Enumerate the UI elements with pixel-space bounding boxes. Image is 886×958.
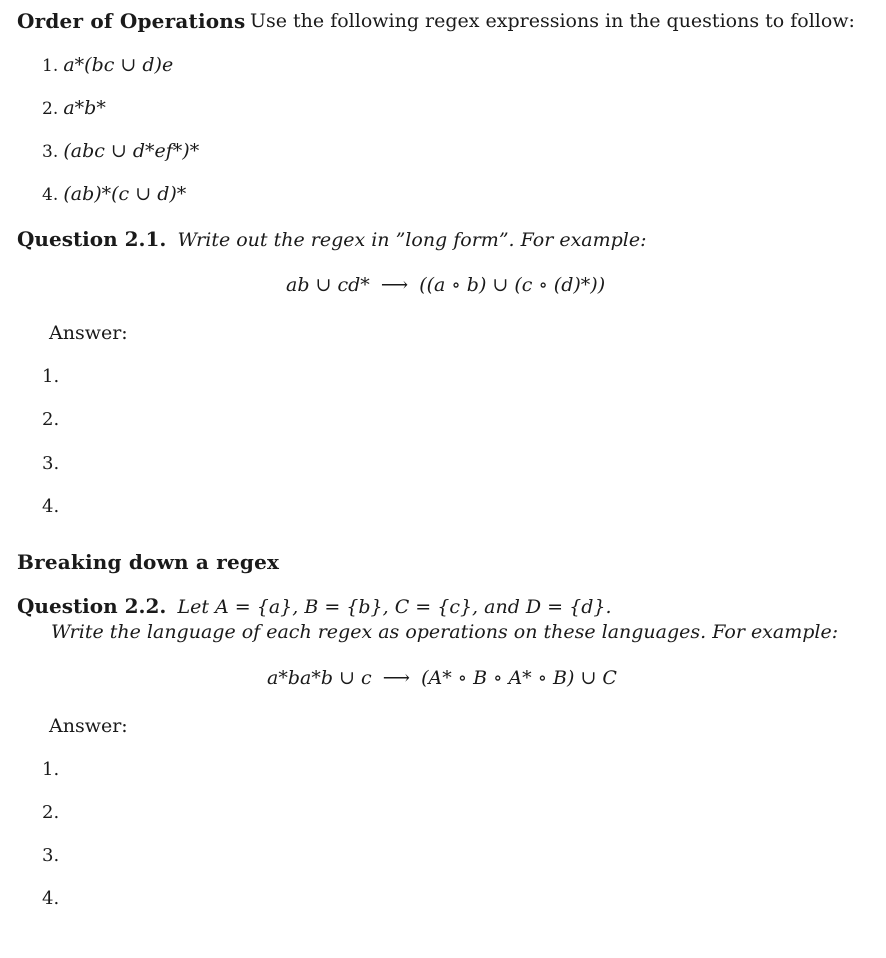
question-label: Question 2.1. — [17, 227, 167, 251]
example-lhs: ab ∪ cd* — [286, 274, 370, 296]
answer-number-4: 4. — [42, 496, 60, 517]
arrow-icon: ⟶ — [382, 667, 410, 689]
answer-number-3: 3. — [42, 453, 60, 474]
expression-item-4 — [42, 183, 186, 205]
question-text: Let A = {a}, B = {b}, C = {c}, and D = {d}. — [177, 596, 612, 618]
answer-number-2: 2. — [42, 409, 60, 430]
answer-number-2: 2. — [42, 802, 60, 823]
example-lhs: a*ba*b ∪ c — [267, 667, 372, 689]
intro-text: Use the following regex expressions in the questions to follow: — [250, 10, 855, 32]
question-text: Write out the regex in ”long form”. For example: — [177, 229, 647, 251]
expression-formula: (abc ∪ d*ef*)* — [63, 140, 200, 162]
example-rhs: (A* ∘ B ∘ A* ∘ B) ∪ C — [421, 667, 617, 689]
answer-number-1: 1. — [42, 759, 60, 780]
example-rhs: ((a ∘ b) ∪ (c ∘ (d)*)) — [419, 274, 606, 296]
expression-formula: a*(bc ∪ d)e — [63, 54, 174, 76]
section-title-breaking-down: Breaking down a regex — [17, 550, 280, 574]
expression-item-3 — [42, 140, 199, 162]
expression-item-2 — [42, 97, 106, 119]
arrow-icon: ⟶ — [380, 274, 409, 296]
answer-number-3: 3. — [42, 845, 60, 866]
question-label: Question 2.2. — [17, 594, 167, 618]
question-text-continued: Write the language of each regex as operations on these languages. For example: — [51, 621, 839, 643]
expression-formula: a*b* — [63, 97, 106, 119]
question-2-1 — [17, 227, 647, 251]
expression-number: 3. — [42, 142, 59, 162]
answer-number-4: 4. — [42, 888, 60, 909]
section-title-order-of-operations: Order of Operations — [17, 9, 246, 33]
expression-formula: (ab)*(c ∪ d)* — [63, 183, 187, 205]
answer-number-1: 1. — [42, 366, 60, 387]
answer-label-2: Answer: — [49, 715, 128, 737]
expression-number: 4. — [42, 185, 59, 205]
expression-item-1 — [42, 54, 173, 76]
expression-number: 1. — [42, 56, 59, 76]
answer-label-1: Answer: — [49, 322, 128, 344]
expression-number: 2. — [42, 99, 59, 119]
example-formula-2 — [267, 667, 617, 689]
question-2-2 — [17, 594, 612, 618]
example-formula-1 — [286, 274, 605, 296]
